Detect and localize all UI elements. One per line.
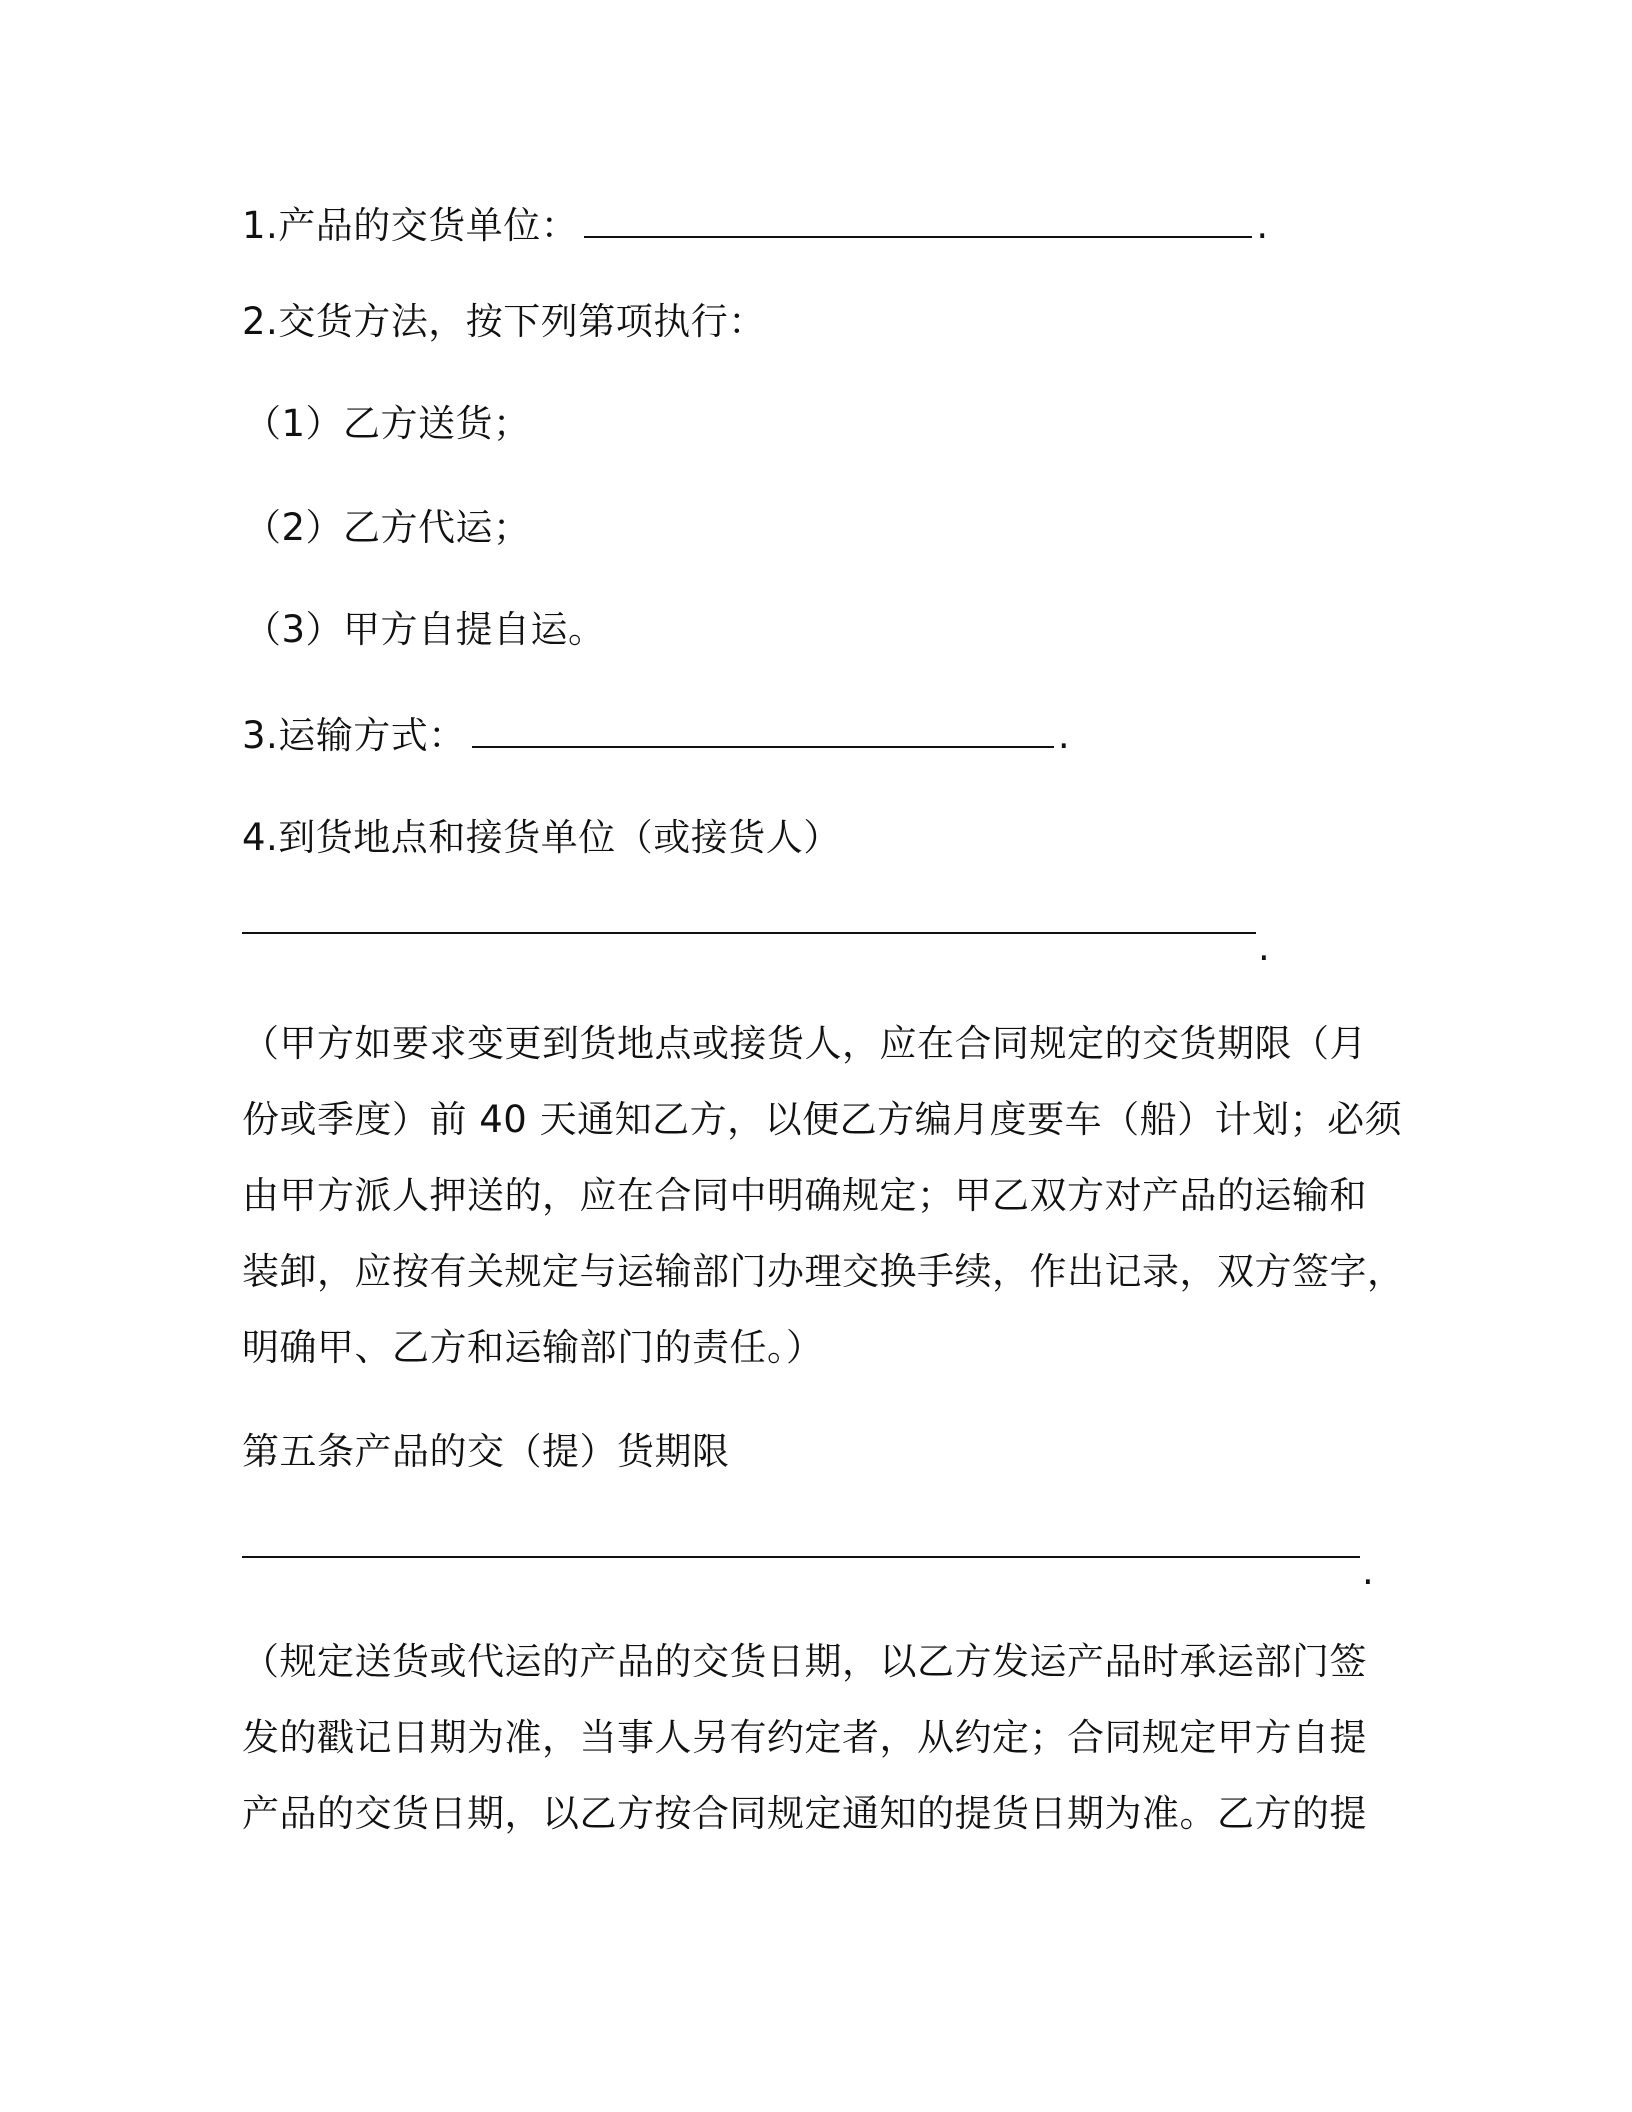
note-2-line-3: 产品的交货日期，以乙方按合同规定通知的提货日期为准。乙方的提 (242, 1792, 1367, 1835)
item-4: 4.到货地点和接货单位（或接货人） (242, 816, 841, 859)
item-1 (242, 204, 1269, 248)
item-2-option-3: （3）甲方自提自运。 (244, 608, 606, 651)
note-1-line-5: 明确甲、乙方和运输部门的责任。） (242, 1326, 824, 1369)
item-1-label: 1.产品的交货单位： (242, 204, 579, 247)
arrival-location-blank (242, 930, 1256, 934)
item-1-end: . (1256, 204, 1269, 247)
item-3-end: . (1057, 714, 1071, 757)
item-2-option-1: （1）乙方送货； (244, 402, 531, 445)
item-2: 2.交货方法，按下列第项执行： (242, 300, 766, 343)
note-2-line-1: （规定送货或代运的产品的交货日期，以乙方发运产品时承运部门签 (242, 1640, 1367, 1683)
item-3 (242, 714, 1070, 758)
note-1-line-4: 装卸，应按有关规定与运输部门办理交换手续，作出记录，双方签字， (242, 1250, 1405, 1293)
article-5-heading: 第五条产品的交（提）货期限 (242, 1430, 730, 1473)
item-2-option-2: （2）乙方代运； (244, 506, 531, 549)
delivery-period-blank (242, 1554, 1360, 1558)
note-2-line-2: 发的戳记日期为准，当事人另有约定者，从约定；合同规定甲方自提 (242, 1716, 1367, 1759)
note-1-line-2: 份或季度）前 40 天通知乙方，以便乙方编月度要车（船）计划；必须 (242, 1098, 1403, 1141)
item-3-label: 3.运输方式： (242, 714, 466, 757)
article-5-end: . (1362, 1550, 1374, 1593)
delivery-unit-blank (584, 204, 1252, 238)
transport-method-blank (472, 714, 1054, 748)
note-1-line-1: （甲方如要求变更到货地点或接货人，应在合同规定的交货期限（月 (242, 1022, 1367, 1065)
note-1-line-3: 由甲方派人押送的，应在合同中明确规定；甲乙双方对产品的运输和 (242, 1174, 1367, 1217)
item-4-end: . (1258, 926, 1270, 969)
